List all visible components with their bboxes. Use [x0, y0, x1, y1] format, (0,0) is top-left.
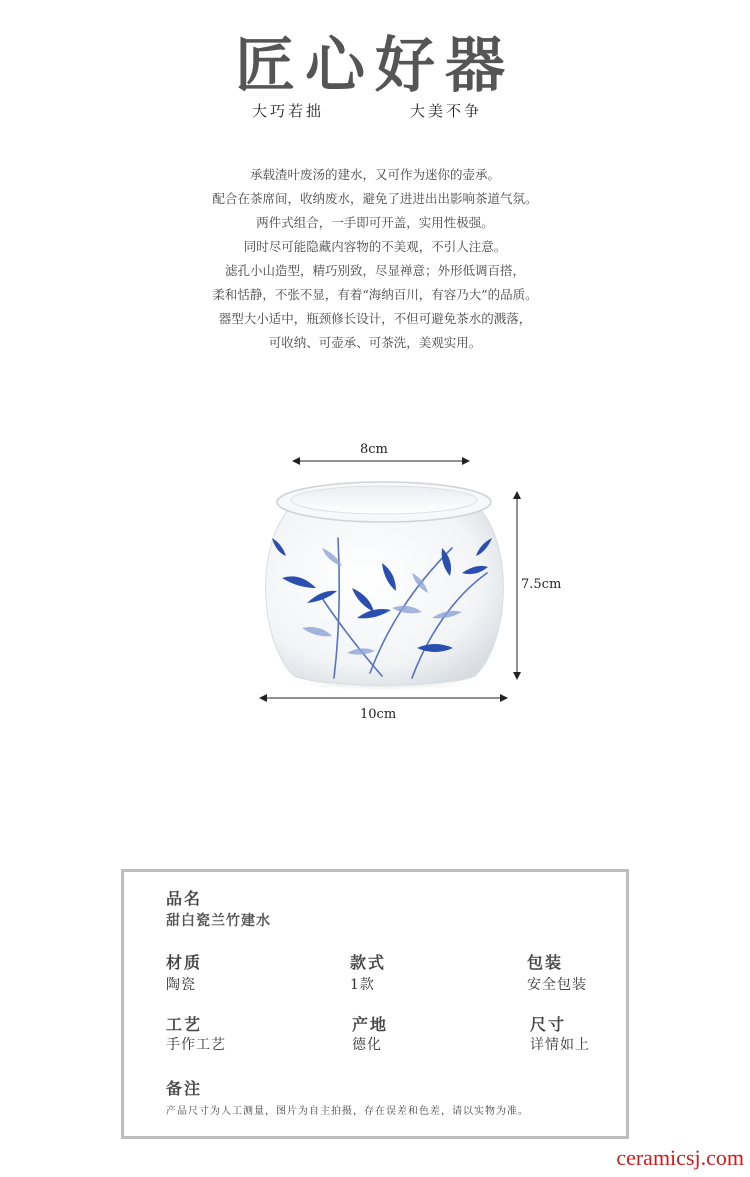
watermark: ceramicsj.com	[616, 1145, 744, 1170]
description-line: 可收纳、可壶承、可茶洗，美观实用。	[268, 335, 482, 350]
description-line: 承载渣叶废汤的建水，又可作为迷你的壶承。	[249, 167, 500, 182]
craft-label: 工艺	[166, 1015, 203, 1034]
bottom-width-label: 10cm	[360, 707, 397, 722]
slogan-right: 大美不争	[410, 102, 483, 120]
size-value: 详情如上	[530, 1037, 590, 1053]
description-line: 配合在茶席间，收纳废水，避免了进进出出影响茶道气氛。	[212, 191, 538, 206]
description-line: 器型大小适中，瓶颈修长设计，不但可避免茶水的溅落，	[218, 311, 532, 326]
origin-label: 产地	[352, 1015, 389, 1034]
description-line: 两件式组合，一手即可开盖，实用性极强。	[256, 215, 494, 230]
description-block	[0, 163, 750, 355]
description-line: 柔和恬静，不张不显，有着“海纳百川，有容乃大”的品质。	[212, 287, 538, 302]
spec-table	[121, 869, 629, 1139]
material-value: 陶瓷	[166, 977, 196, 993]
package-value: 安全包装	[527, 977, 587, 993]
product-image	[262, 478, 507, 693]
slogan-left: 大巧若拙	[252, 102, 325, 120]
name-value: 甜白瓷兰竹建水	[166, 913, 271, 929]
name-label: 品名	[166, 889, 203, 908]
origin-value: 德化	[352, 1037, 382, 1053]
style-value: 1款	[350, 977, 375, 993]
style-label: 款式	[350, 953, 387, 972]
height-label: 7.5cm	[521, 577, 562, 592]
description-line: 滤孔小山造型，精巧别致，尽显禅意；外形低调百搭，	[224, 263, 525, 278]
note-value: 产品尺寸为人工测量，图片为自主拍摄，存在误差和色差，请以实物为准。	[166, 1106, 529, 1117]
size-label: 尺寸	[530, 1015, 567, 1034]
top-width-label: 8cm	[360, 442, 388, 457]
page-title: 匠心好器	[235, 31, 515, 101]
note-label: 备注	[166, 1079, 203, 1098]
package-label: 包装	[527, 953, 564, 972]
material-label: 材质	[166, 953, 203, 972]
craft-value: 手作工艺	[166, 1037, 226, 1053]
description-line: 同时尽可能隐藏内容物的不美观，不引人注意。	[243, 239, 507, 254]
